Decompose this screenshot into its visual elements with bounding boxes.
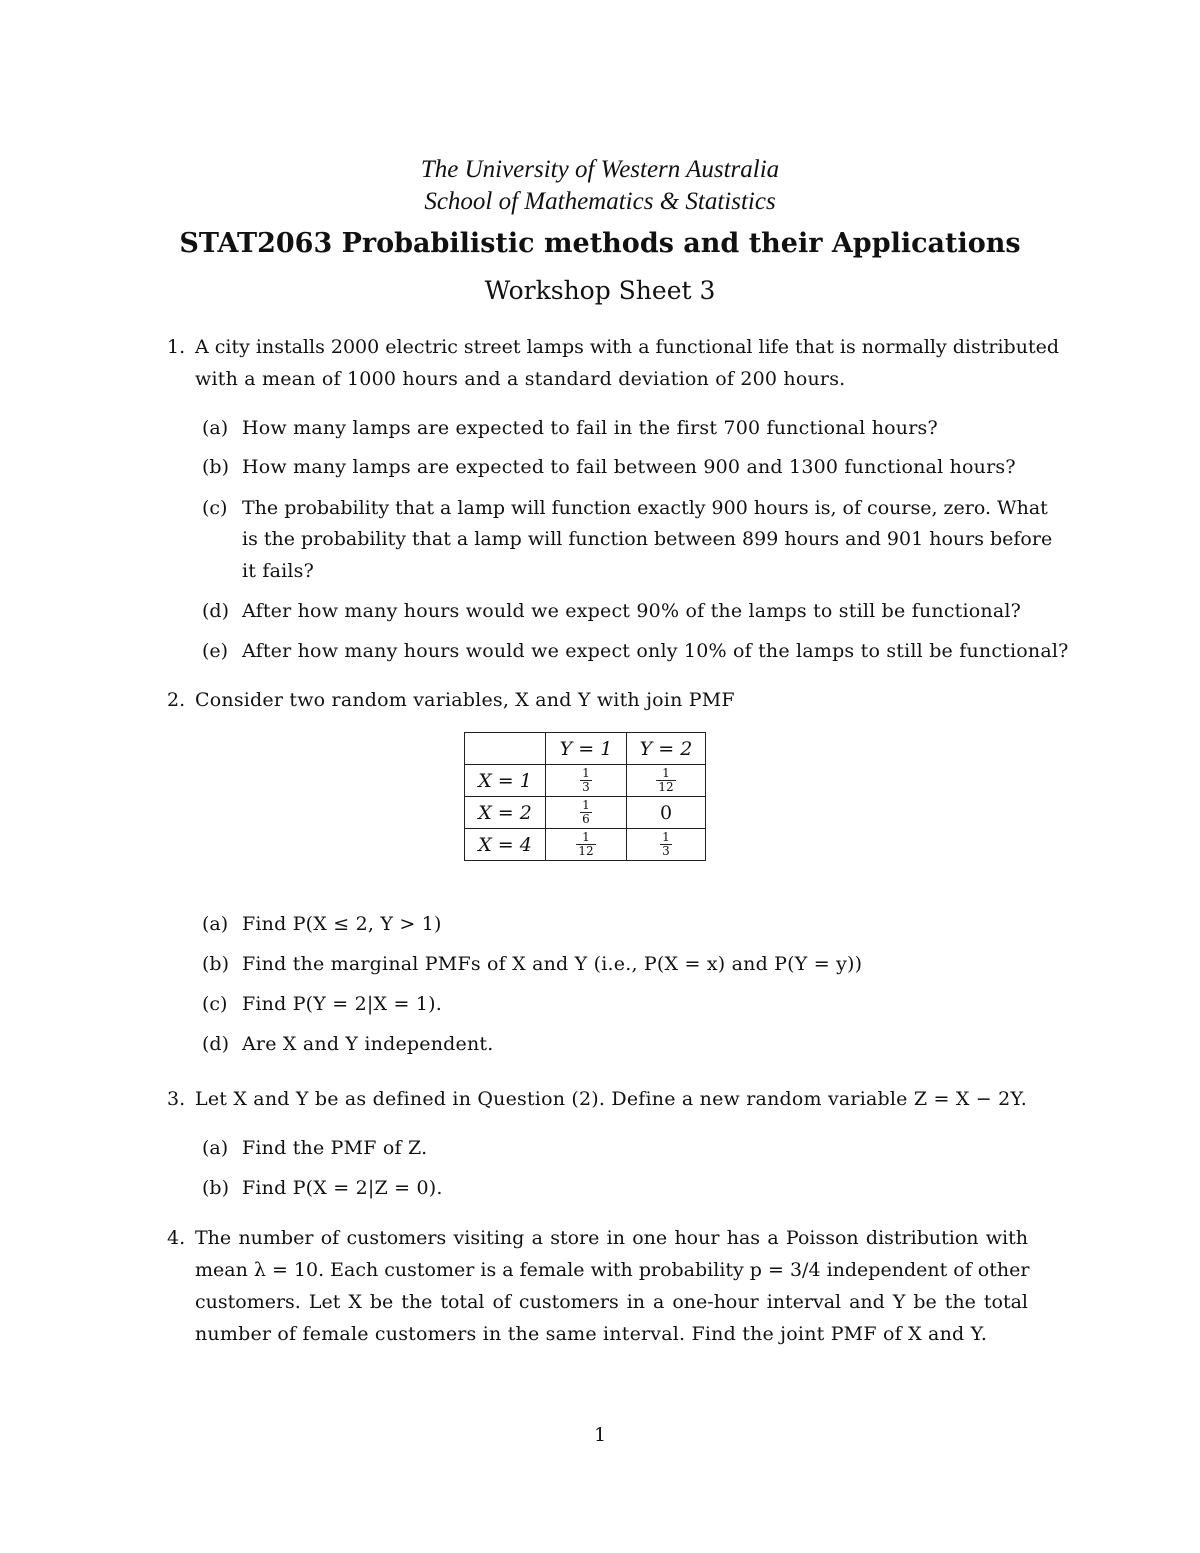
fraction <box>580 767 592 793</box>
numerator: 1 <box>576 831 595 845</box>
question-3-number: 3. <box>167 1088 186 1110</box>
table-cell <box>627 765 706 797</box>
denominator: 12 <box>578 844 594 858</box>
q3-part-a-label: (a) <box>202 1137 229 1159</box>
fraction <box>580 799 592 825</box>
fraction <box>660 831 672 857</box>
q2-part-d-text: Are X and Y independent. <box>242 1033 494 1055</box>
joint-pmf-table <box>464 732 706 861</box>
q3-part-a-text: Find the PMF of Z. <box>242 1137 428 1159</box>
q2-part-c-text: Find P(Y = 2|X = 1). <box>242 993 442 1015</box>
q3-part-b-text: Find P(X = 2|Z = 0). <box>242 1177 443 1199</box>
table-cell <box>627 829 706 861</box>
q2-part-c-label: (c) <box>202 993 228 1015</box>
question-4-line-2: mean λ = 10. Each customer is a female with probability p = 3/4 independent of other <box>195 1259 1030 1281</box>
q1-part-d-label: (d) <box>202 600 229 622</box>
numerator: 1 <box>662 830 670 845</box>
q3-part-b-label: (b) <box>202 1177 229 1199</box>
question-4-line-4: number of female customers in the same interval. Find the joint PMF of X and Y. <box>195 1323 988 1345</box>
q2-part-d-label: (d) <box>202 1033 229 1055</box>
university-name: The University of Western Australia <box>420 156 780 183</box>
q2-part-a-label: (a) <box>202 913 229 935</box>
table-cell <box>546 797 627 829</box>
table-row <box>465 829 706 861</box>
q2-part-b-label: (b) <box>202 953 229 975</box>
q1-part-e-label: (e) <box>202 640 229 662</box>
table-cell <box>546 829 627 861</box>
table-row <box>465 797 706 829</box>
table-header-y2: Y = 2 <box>627 733 706 765</box>
question-4-line-1: The number of customers visiting a store in one hour has a Poisson distribution with <box>195 1227 1028 1249</box>
row-label-x4: X = 4 <box>465 829 546 861</box>
q1-part-c-line-1: The probability that a lamp will function exactly 900 hours is, of course, zero. What <box>242 497 1048 519</box>
q1-part-c-line-2: is the probability that a lamp will function between 899 hours and 901 hours before <box>242 528 1053 550</box>
numerator: 1 <box>582 766 590 781</box>
question-2-line-1: Consider two random variables, X and Y with join PMF <box>195 689 735 711</box>
row-label-x2: X = 2 <box>465 797 546 829</box>
row-label-x1: X = 1 <box>465 765 546 797</box>
course-title: STAT2063 Probabilistic methods and their Applications <box>179 228 1021 259</box>
table-row <box>465 765 706 797</box>
q1-part-b-label: (b) <box>202 456 229 478</box>
q2-part-b-text: Find the marginal PMFs of X and Y (i.e., P(X = x) and P(Y = y)) <box>242 953 863 975</box>
numerator: 1 <box>656 767 675 781</box>
question-3-line-1: Let X and Y be as defined in Question (2). Define a new random variable Z = X − 2Y. <box>195 1088 1027 1110</box>
table-cell: 0 <box>627 797 706 829</box>
q1-part-e-text: After how many hours would we expect only 10% of the lamps to still be functional? <box>242 640 1069 662</box>
question-1-line-1: A city installs 2000 electric street lamps with a functional life that is normally distributed <box>195 336 1059 358</box>
denominator: 3 <box>662 844 670 858</box>
table-header-row <box>465 733 706 765</box>
q1-part-d-text: After how many hours would we expect 90% of the lamps to still be functional? <box>242 600 1022 622</box>
fraction <box>576 831 595 857</box>
question-1-number: 1. <box>167 336 186 358</box>
denominator: 12 <box>658 780 674 794</box>
numerator: 1 <box>582 798 590 813</box>
q1-part-c-line-3: it fails? <box>242 560 315 582</box>
table-corner-cell <box>465 733 546 765</box>
q1-part-a-text: How many lamps are expected to fail in the first 700 functional hours? <box>242 417 938 439</box>
q1-part-b-text: How many lamps are expected to fail between 900 and 1300 functional hours? <box>242 456 1016 478</box>
question-4-line-3: customers. Let X be the total of customers in a one-hour interval and Y be the total <box>195 1291 1028 1313</box>
q1-part-c-label: (c) <box>202 497 228 519</box>
page-number: 1 <box>593 1424 607 1446</box>
q2-part-a-text: Find P(X ≤ 2, Y > 1) <box>242 913 442 935</box>
sheet-title: Workshop Sheet 3 <box>484 276 716 305</box>
denominator: 6 <box>582 812 590 826</box>
school-name: School of Mathematics & Statistics <box>424 188 776 215</box>
q1-part-a-label: (a) <box>202 417 229 439</box>
question-4-number: 4. <box>167 1227 186 1249</box>
table-header-y1: Y = 1 <box>546 733 627 765</box>
fraction <box>656 767 675 793</box>
question-2-number: 2. <box>167 689 186 711</box>
question-1-line-2: with a mean of 1000 hours and a standard deviation of 200 hours. <box>195 368 846 390</box>
denominator: 3 <box>582 780 590 794</box>
table-cell <box>546 765 627 797</box>
